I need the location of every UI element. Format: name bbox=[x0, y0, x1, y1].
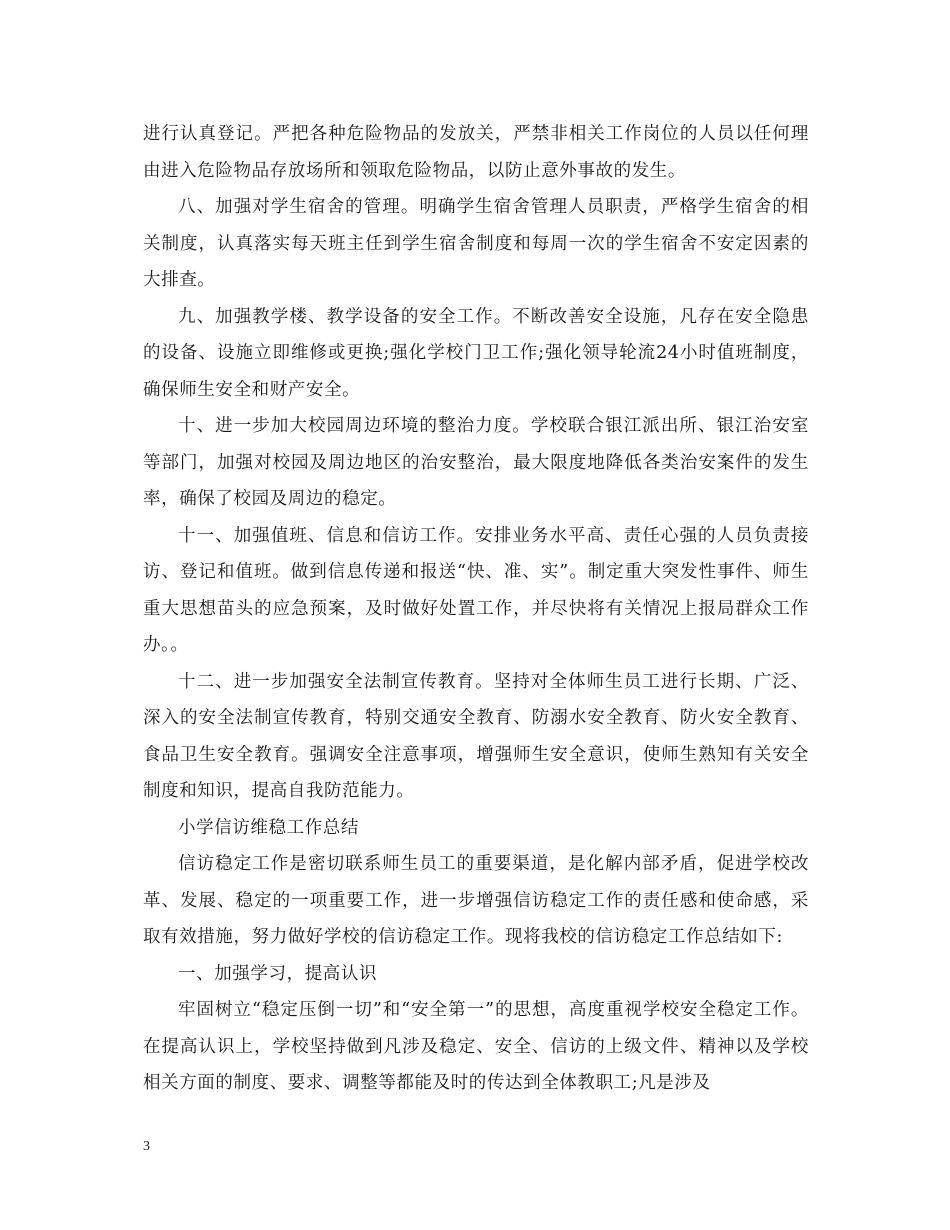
paragraph-continuation: 进行认真登记。严把各种危险物品的发放关，严禁非相关工作岗位的人员以任何理由进入危险物品存放场所和领取危险物品，以防止意外事故的发生。 bbox=[143, 124, 809, 181]
paragraph-section-11: 十一、加强值班、信息和信访工作。安排业务水平高、责任心强的人员负责接访、登记和值班。做到信息传递和报送“快、准、实”。制定重大突发性事件、师生重大思想苗头的应急预案，及时做好处置工作，并尽快将有关情况上报局群众工作办。。 bbox=[143, 525, 809, 655]
paragraph-intro: 信访稳定工作是密切联系师生员工的重要渠道，是化解内部矛盾，促进学校改革、发展、稳定的一项重要工作，进一步增强信访稳定工作的责任感和使命感，采取有效措施，努力做好学校的信访稳定工作。现将我校的信访稳定工作总结如下: bbox=[143, 854, 809, 947]
section-heading: 小学信访维稳工作总结 bbox=[178, 817, 359, 838]
paragraph-detail: 牢固树立“稳定压倒一切”和“安全第一”的思想，高度重视学校安全稳定工作。在提高认识上，学校坚持做到凡涉及稳定、安全、信访的上级文件、精神以及学校相关方面的制度、要求、调整等都能及时的传达到全体教职工;凡是涉及 bbox=[143, 1000, 809, 1093]
document-body bbox=[143, 116, 809, 1102]
subheading-one: 一、加强学习，提高认识 bbox=[178, 963, 378, 984]
page-number: 3 bbox=[143, 1139, 150, 1154]
paragraph-section-12: 十二、进一步加强安全法制宣传教育。坚持对全体师生员工进行长期、广泛、深入的安全法制宣传教育，特别交通安全教育、防溺水安全教育、防火安全教育、食品卫生安全教育。强调安全注意事项，增强师生安全意识，使师生熟知有关安全制度和知识，提高自我防范能力。 bbox=[143, 671, 809, 801]
paragraph-section-9: 九、加强教学楼、教学设备的安全工作。不断改善安全设施，凡存在安全隐患的设备、设施立即维修或更换;强化学校门卫工作;强化领导轮流24小时值班制度，确保师生安全和财产安全。 bbox=[143, 306, 809, 400]
paragraph-section-8: 八、加强对学生宿舍的管理。明确学生宿舍管理人员职责，严格学生宿舍的相关制度，认真落实每天班主任到学生宿舍制度和每周一次的学生宿舍不安定因素的大排查。 bbox=[143, 197, 809, 290]
paragraph-section-10: 十、进一步加大校园周边环境的整治力度。学校联合银江派出所、银江治安室等部门，加强对校园及周边地区的治安整治，最大限度地降低各类治安案件的发生率，确保了校园及周边的稳定。 bbox=[143, 416, 809, 509]
